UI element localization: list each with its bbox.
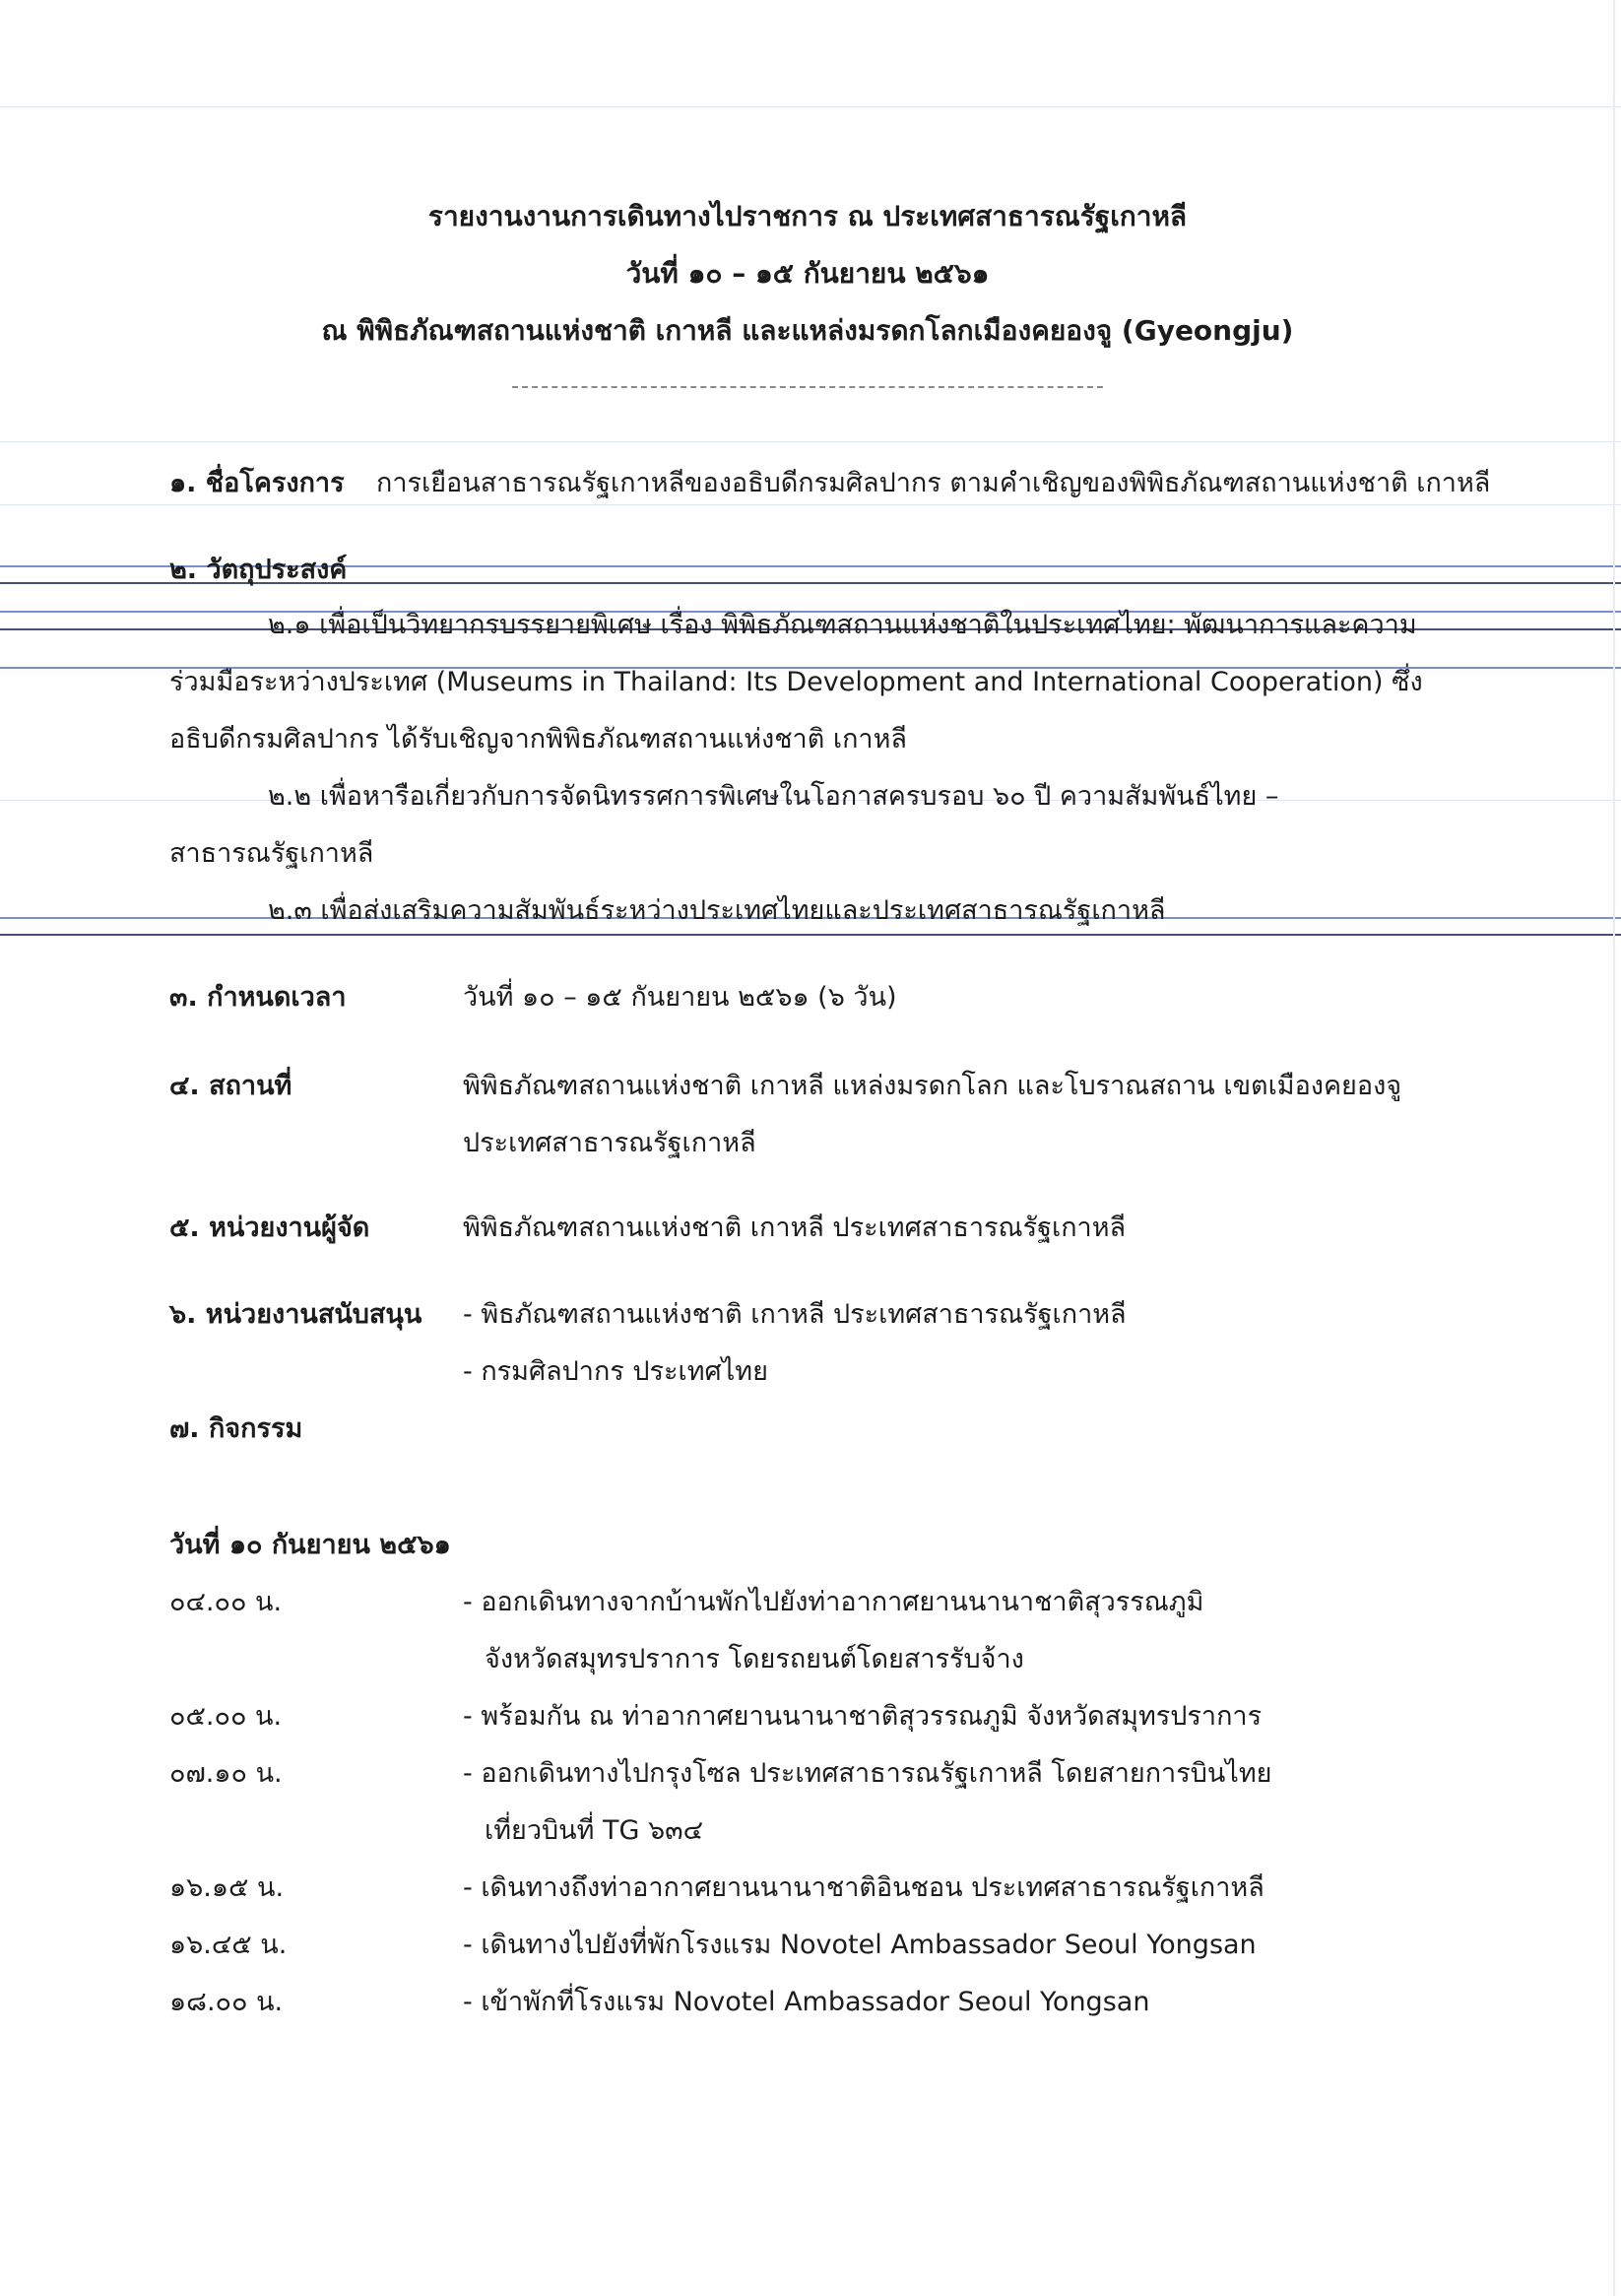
section-6-line2: - กรมศิลปากร ประเทศไทย [463,1356,768,1387]
scan-artifact-line [0,504,1621,505]
section-6-label: ๖. หน่วยงานสนับสนุน [169,1299,422,1330]
objective-1-line3: อธิบดีกรมศิลปากร ได้รับเชิญจากพิพิธภัณฑสถานแห่งชาติ เกาหลี [169,724,907,754]
scan-artifact-line [0,441,1621,442]
schedule-day-title: วันที่ ๑๐ กันยายน ๒๕๖๑ [169,1530,451,1560]
schedule-activity: - ออกเดินทางจากบ้านพักไปยังท่าอากาศยานนานาชาติสุวรรณภูมิ [463,1587,1204,1617]
objective-1-line2: ร่วมมือระหว่างประเทศ (Museums in Thailand: Its Development and International Cooperation) ซึ่ง [169,667,1423,697]
schedule-activity: - เดินทางไปยังที่พักโรงแรม Novotel Ambassador Seoul Yongsan [463,1930,1257,1960]
report-location: ณ พิพิธภัณฑสถานแห่งชาติ เกาหลี และแหล่งมรดกโลกเมืองคยองจู (Gyeongju) [321,314,1294,347]
schedule-activity: - เข้าพักที่โรงแรม Novotel Ambassador Seoul Yongsan [463,1987,1150,2017]
scan-artifact-line [0,106,1621,107]
section-5-label: ๕. หน่วยงานผู้จัด [169,1213,370,1243]
schedule-time: ๐๕.๐๐ น. [169,1701,283,1732]
section-4-line2: ประเทศสาธารณรัฐเกาหลี [463,1128,756,1158]
section-4-label: ๔. สถานที่ [169,1071,292,1101]
header-divider [512,386,1103,388]
schedule-time: ๑๘.๐๐ น. [169,1987,284,2017]
section-5-text: พิพิธภัณฑสถานแห่งชาติ เกาหลี ประเทศสาธารณรัฐเกาหลี [463,1213,1127,1243]
schedule-activity: - เดินทางถึงท่าอากาศยานนานาชาติอินชอน ประเทศสาธารณรัฐเกาหลี [463,1872,1264,1903]
report-title: รายงานงานการเดินทางไปราชการ ณ ประเทศสาธารณรัฐเกาหลี [427,200,1188,232]
section-2-label: ๒. วัตถุประสงค์ [169,555,348,585]
schedule-activity-cont: เที่ยวบินที่ TG ๖๓๔ [485,1815,704,1846]
schedule-time: ๐๔.๐๐ น. [169,1587,283,1617]
schedule-activity: - ออกเดินทางไปกรุงโซล ประเทศสาธารณรัฐเกาหลี โดยสายการบินไทย [463,1758,1272,1789]
section-3-label: ๓. กำหนดเวลา [169,982,347,1013]
section-1-text: การเยือนสาธารณรัฐเกาหลีของอธิบดีกรมศิลปากร ตามคำเชิญของพิพิธภัณฑสถานแห่งชาติ เกาหลี [376,468,1491,498]
schedule-time: ๑๖.๑๕ น. [169,1872,285,1903]
section-3-text: วันที่ ๑๐ – ๑๕ กันยายน ๒๕๖๑ (๖ วัน) [463,982,897,1013]
section-4-line1: พิพิธภัณฑสถานแห่งชาติ เกาหลี แหล่งมรดกโลก และโบราณสถาน เขตเมืองคยองจู [463,1071,1402,1101]
schedule-activity: - พร้อมกัน ณ ท่าอากาศยานนานาชาติสุวรรณภูมิ จังหวัดสมุทรปราการ [463,1701,1263,1732]
section-1-label: ๑. ชื่อโครงการ [169,468,345,498]
objective-2-line1: ๒.๒ เพื่อหารือเกี่ยวกับการจัดนิทรรศการพิเศษในโอกาสครบรอบ ๖๐ ปี ความสัมพันธ์ไทย – [268,781,1279,812]
schedule-activity-cont: จังหวัดสมุทรปราการ โดยรถยนต์โดยสารรับจ้าง [485,1644,1024,1674]
objective-2-line2: สาธารณรัฐเกาหลี [169,838,374,869]
objective-3: ๒.๓ เพื่อส่งเสริมความสัมพันธ์ระหว่างประเทศไทยและประเทศสาธารณรัฐเกาหลี [268,895,1166,926]
scan-edge [1613,0,1615,2296]
schedule-time: ๑๖.๔๕ น. [169,1930,288,1960]
objective-1-line1: ๒.๑ เพื่อเป็นวิทยากรบรรยายพิเศษ เรื่อง พิพิธภัณฑสถานแห่งชาติในประเทศไทย: พัฒนาการและความ [268,610,1417,640]
scan-artifact-line [0,934,1621,936]
schedule-time: ๐๗.๑๐ น. [169,1758,283,1789]
section-6-line1: - พิธภัณฑสถานแห่งชาติ เกาหลี ประเทศสาธารณรัฐเกาหลี [463,1299,1127,1330]
section-7-label: ๗. กิจกรรม [169,1413,303,1444]
report-date: วันที่ ๑๐ – ๑๕ กันยายน ๒๕๖๑ [625,257,990,290]
